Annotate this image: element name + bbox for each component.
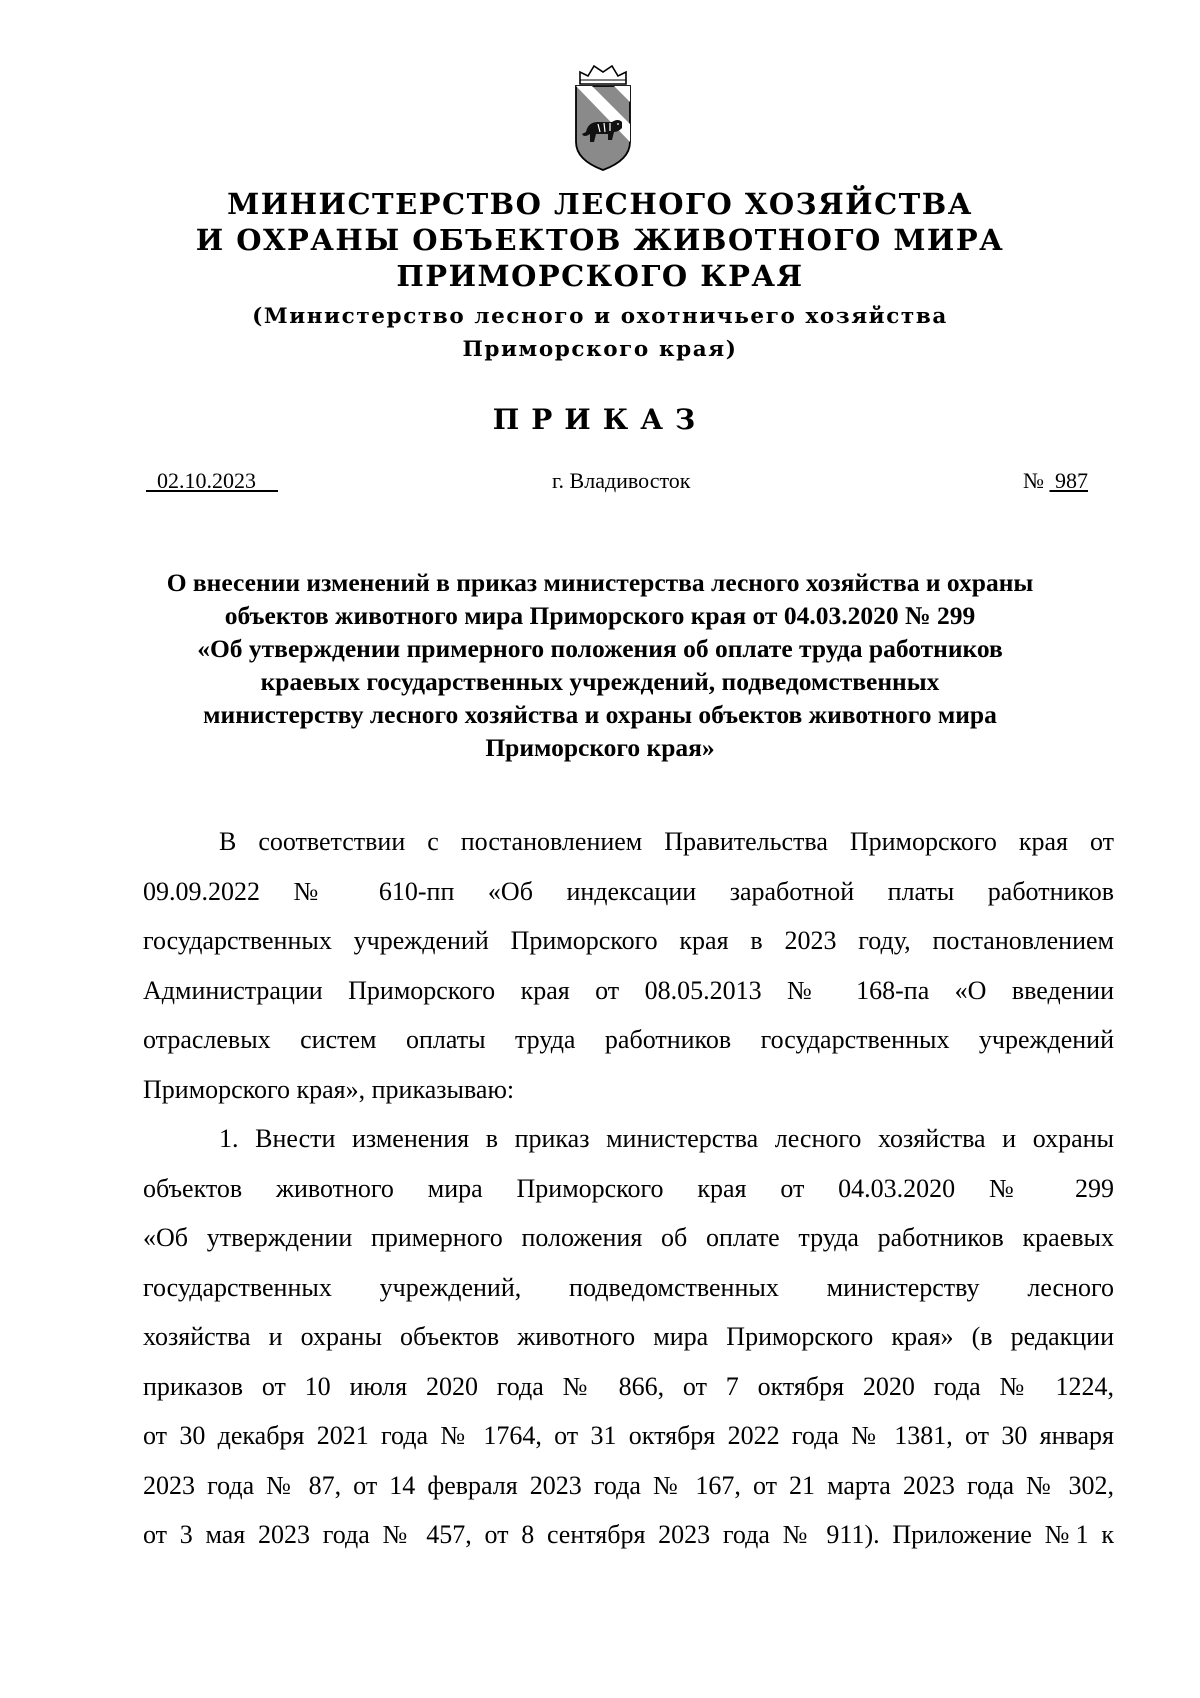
body-line: 2023 года № 87, от 14 февраля 2023 года № 167, от 21 марта 2023 года № 302, <box>143 1470 1114 1500</box>
body-line: государственных учреждений Приморского края в 2023 году, постановлением <box>143 926 1114 955</box>
body-line: 1. Внести изменения в приказ министерства лесного хозяйства и охраны <box>219 1124 1114 1153</box>
ministry-name <box>0 186 1200 294</box>
subject-line: «Об утверждении примерного положения об оплате труда работников <box>197 634 1003 663</box>
subject-line: объектов животного мира Приморского края от 04.03.2020 № 299 <box>224 601 976 630</box>
body-line: хозяйства и охраны объектов животного мира Приморского края» (в редакции <box>143 1322 1114 1351</box>
order-city: г. Владивосток <box>552 468 691 493</box>
ministry-short-name-line: Приморского края) <box>462 337 738 362</box>
body-paragraph-1 <box>143 817 1114 1114</box>
subject-line: министерству лесного хозяйства и охраны объектов животного мира <box>203 700 997 729</box>
order-number <box>1023 467 1088 495</box>
body-line: государственных учреждений, подведомственных министерству лесного <box>143 1272 1114 1302</box>
subject-line: О внесении изменений в приказ министерства лесного хозяйства и охраны <box>166 568 1034 597</box>
subject-line: Приморского края» <box>485 733 715 762</box>
body-line: В соответствии с постановлением Правительства Приморского края от <box>219 827 1114 856</box>
ministry-short-name <box>0 300 1200 366</box>
body-paragraph-2 <box>143 1114 1114 1560</box>
body-line: 09.09.2022 № 610-пп «Об индексации заработной платы работников <box>143 876 1114 906</box>
body-line: от 30 декабря 2021 года № 1764, от 31 октября 2022 года № 1381, от 30 января <box>143 1421 1114 1450</box>
order-number-value: 987 <box>1049 468 1088 493</box>
ministry-name-line: МИНИСТЕРСТВО ЛЕСНОГО ХОЗЯЙСТВА <box>227 187 973 221</box>
order-date <box>146 467 278 495</box>
body-line: приказов от 10 июля 2020 года № 866, от 7 октября 2020 года № 1224, <box>143 1371 1114 1401</box>
order-title: ПРИКАЗ <box>492 403 708 436</box>
ministry-name-line: И ОХРАНЫ ОБЪЕКТОВ ЖИВОТНОГО МИРА <box>195 223 1005 257</box>
body-line: «Об утверждении примерного положения об оплате труда работников краевых <box>143 1223 1114 1252</box>
coat-of-arms-icon <box>572 62 634 176</box>
body-line: Приморского края», приказываю: <box>143 1074 515 1104</box>
body-line: отраслевых систем оплаты труда работников государственных учреждений <box>143 1025 1114 1054</box>
order-date-value: 02.10.2023 <box>146 468 278 493</box>
ministry-name-line: ПРИМОРСКОГО КРАЯ <box>396 259 804 293</box>
body-line: Администрации Приморского края от 08.05.2013 № 168-па «О введении <box>143 975 1114 1005</box>
body-line: объектов животного мира Приморского края от 04.03.2020 № 299 <box>143 1173 1114 1203</box>
subject-line: краевых государственных учреждений, подведомственных <box>260 667 940 696</box>
body-line: от 3 мая 2023 года № 457, от 8 сентября 2023 года № 911). Приложение №1 к <box>143 1520 1114 1549</box>
ministry-short-name-line: (Министерство лесного и охотничьего хозяйства <box>252 304 948 329</box>
order-body <box>143 817 1114 1560</box>
order-number-prefix: № <box>1023 468 1050 493</box>
order-subject <box>130 566 1070 764</box>
